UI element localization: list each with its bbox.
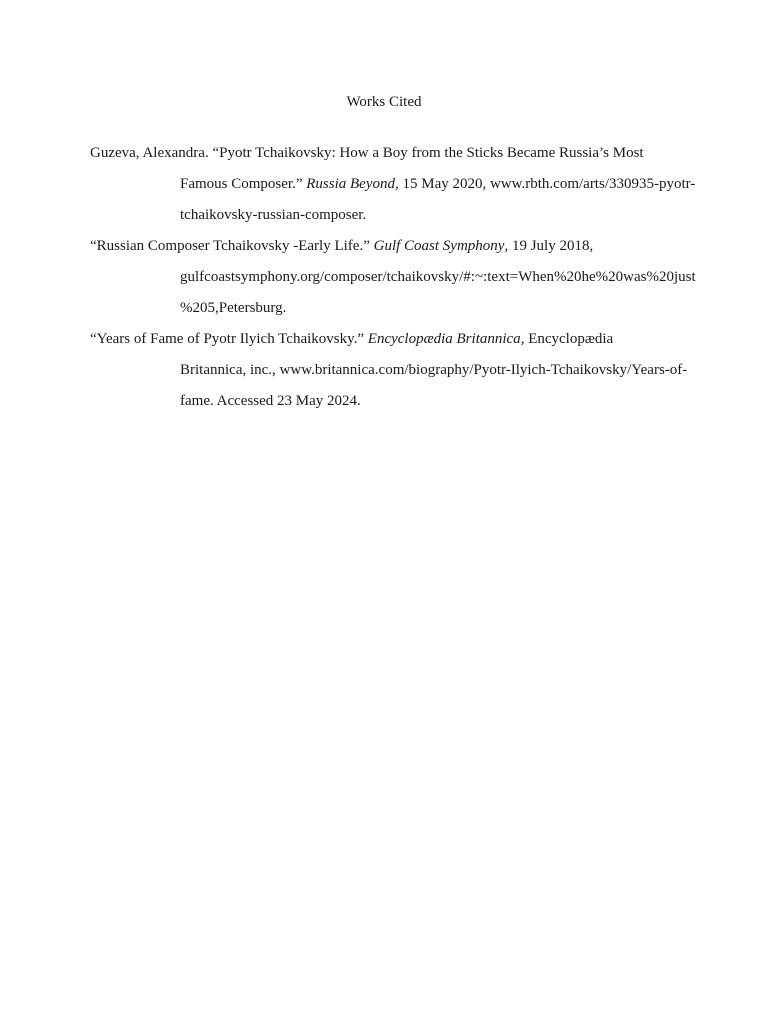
citation-line <box>135 293 665 324</box>
citation-source-title: Gulf Coast Symphony <box>373 238 505 254</box>
citation-text: , 19 July 2018, <box>504 238 594 254</box>
citation-text: tchaikovsky-russian-composer. <box>180 207 367 223</box>
citation-line <box>135 386 665 417</box>
citation-entry <box>90 231 696 324</box>
citation-source-title: Encyclopædia Britannica <box>367 331 521 347</box>
citation-line <box>135 355 688 386</box>
citation-text: gulfcoastsymphony.org/composer/tchaikovsky/#:~:text=When%20he%20was%20just <box>180 269 696 285</box>
citation-line <box>90 138 665 169</box>
citation-text: , Encyclopædia <box>520 331 614 347</box>
citation-line <box>135 262 696 293</box>
citation-text: “Years of Fame of Pyotr Ilyich Tchaikovsky.” <box>90 331 368 347</box>
citation-text: Guzeva, Alexandra. “Pyotr Tchaikovsky: How a Boy from the Sticks Became Russia’s Most <box>90 145 644 161</box>
citation-list <box>90 138 696 417</box>
citation-line <box>135 169 696 200</box>
citation-source-title: Russia Beyond <box>306 176 395 192</box>
citation-entry <box>90 324 688 417</box>
citation-text: , 15 May 2020, www.rbth.com/arts/330935-pyotr- <box>394 176 696 192</box>
citation-line <box>135 200 665 231</box>
citation-text: fame. Accessed 23 May 2024. <box>180 393 361 409</box>
works-cited-heading: Works Cited <box>346 94 422 110</box>
citation-text: Famous Composer.” <box>180 176 307 192</box>
citation-line <box>90 324 665 355</box>
citation-text: “Russian Composer Tchaikovsky -Early Life.” <box>90 238 374 254</box>
citation-entry <box>90 138 696 231</box>
citation-text: %205,Petersburg. <box>180 300 287 316</box>
citation-line <box>90 231 665 262</box>
citation-text: Britannica, inc., www.britannica.com/biography/Pyotr-Ilyich-Tchaikovsky/Years-of- <box>180 362 688 378</box>
